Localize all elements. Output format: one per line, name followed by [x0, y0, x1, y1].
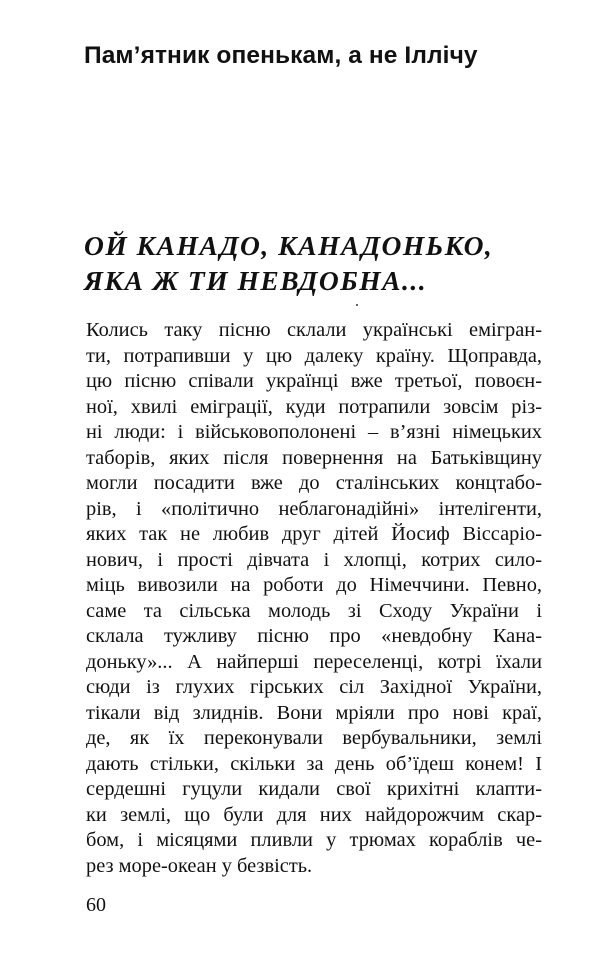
page-number: 60: [86, 894, 106, 916]
text-line: тікали від злиднів. Вони мріяли про нові краї,: [86, 701, 542, 724]
text-line: дають стільки, скільки за день об’їдеш конем! І: [86, 752, 542, 775]
text-line: могли посадити вже до сталінських концтабо-: [86, 472, 542, 494]
text-line: нович, і прості дівчата і хлопці, котрих сило-: [86, 548, 542, 571]
text-line: саме та сільська молодь зі Сходу України і: [86, 599, 542, 622]
text-line: Колись таку пісню склали українські емігран-: [86, 319, 542, 341]
text-line: ти, потрапивши у цю далеку країну. Щоправда,: [86, 344, 542, 367]
text-line: яких так не любив друг дітей Йосиф Віссаріо-: [86, 523, 542, 545]
text-line: сюди із глухих гірських сіл Західної України,: [86, 676, 542, 698]
text-line: ки землі, що були для них найдорожчим скар-: [86, 803, 542, 826]
text-line: рів, і «політично неблагонадійні» інтелігенти,: [86, 497, 542, 520]
text-line: де, як їх переконували вербувальники, землі: [86, 727, 542, 749]
text-line: бом, і місяцями пливли у трюмах кораблів че-: [86, 829, 542, 851]
text-line: цю пісню співали українці вже третьої, повоєн-: [86, 370, 542, 392]
text-line: сердешні гуцули кидали свої крихітні клапти-: [86, 778, 542, 800]
running-head: Пам’ятник опенькам, а не Іллічу: [84, 42, 478, 69]
print-speck: [356, 304, 358, 306]
text-line: ної, хвилі еміграції, куди потрапили зовсім різ-: [86, 395, 542, 418]
body-paragraph: [86, 318, 542, 879]
text-line: міць вивозили на роботи до Німеччини. Певно,: [86, 574, 542, 596]
text-line: доньку»... А найперші переселенці, котрі їхали: [86, 650, 542, 673]
chapter-title: [84, 228, 524, 298]
text-line: рез море-океан у безвість.: [86, 854, 313, 877]
text-line: склала тужливу пісню про «невдобну Кана-: [86, 625, 542, 647]
chapter-title-line-2: ЯКА Ж ТИ НЕВДОБНА...: [84, 265, 428, 296]
text-line: ні люди: і військовополонені – в’язні німецьких: [86, 421, 542, 443]
chapter-title-line-1: ОЙ КАНАДО, КАНАДОНЬКО,: [84, 230, 494, 261]
text-line: таборів, яких після повернення на Батьківщину: [86, 446, 542, 469]
